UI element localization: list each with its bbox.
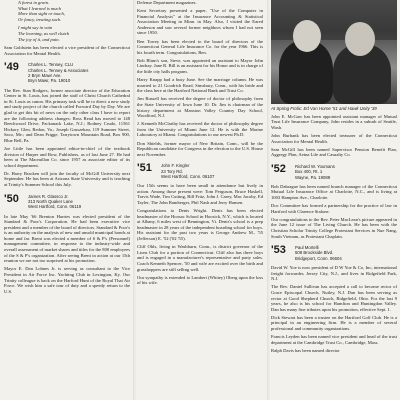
news-item: Sam McGill has been named Supervisor Pension Benefit Plan, Aggregy Plan, Aetna Life and Casualty Co. xyxy=(271,146,397,158)
photo-face xyxy=(345,22,375,56)
class-secretary-address xyxy=(28,194,81,210)
news-item: David W. Yoe is now president of D W Yoe & Co, Inc, international freight forwarder, Jersey City, N.J., and lives in Ridgefield Park, N.J. xyxy=(271,265,397,282)
news-item: John Burbank has been elected treasurer of the Connecticut Association for Mental Health. xyxy=(271,133,397,144)
news-item: Sam Goldstein has been elected a vice president of the Connecticut Association for Mental Health. xyxy=(4,45,130,56)
news-item: Kent Secretary presented a paper, "Use of the Computer in Financial Analysis" at the Insurance Accounting & Statistical Association Meeting in Minn. in May. Also, I visited the Eared Anderson and saw several former neighbors whom I had not seen since 1950. xyxy=(137,8,263,36)
class-secretary-address xyxy=(28,62,88,83)
news-item: The Rev. Stan Rodgers, former associate director of the Education Center in St. Louis, has joined the staff of Christ Church Cathedral in St. Louis as canon. His primary task will be to direct a new study and study project of the church called Forward Day by Day. We are glad to get this bit of news on the only other class I have to report are the following address changes: Ross Read has moved to 148 Beechwood Drive, Packanack Lake, N.J.; Rodney Crudo, 11561 Hickory Glen, Redon, Va.; Joseph Gruszekau, 119 Summer Street, Saco, Me.; and Dean Prigge, Tarrytown Mountain Road, Box 900, Blue Bell, Pa. xyxy=(4,87,130,143)
news-item: Joe Little has been appointed editor-in-chief of the textbook division of Harper and Row, Publishers, as of last June 27. He had been at The Macmillan Co. since 1957 as associate editor of its school department. xyxy=(4,145,130,168)
poem-line: The joy of it, and pain. xyxy=(18,36,60,42)
news-item: Jim Russell has received the degree of doctor of philosophy from the State University of Iowa June 10. Dr. Jim is chairman of the history department at Mansion Valley Country Day School, Woodford, N.J. xyxy=(137,96,263,119)
address-line: West Hartford, Conn. 06107 xyxy=(161,173,215,179)
poem-line: I might say in vain xyxy=(18,25,53,31)
poem-line: A forest in grain. xyxy=(18,0,50,5)
address-line: Bryn Mawr, Pa. 19010 xyxy=(28,78,71,84)
news-item: Dr. Harry Bracken will join the faculty of McGill University next September. He has been at Arizona State University and is teaching at Trinity's Summer School this July. xyxy=(4,170,130,188)
spring-frolic-photo xyxy=(271,0,397,104)
news-item: Don Shields, former mayor of New Britain, Conn., will be the Republican candidate for Congress in the election to the U.S. House next November. xyxy=(137,140,263,157)
column-3 xyxy=(271,0,397,400)
address-line: James R. Glassco Jr. xyxy=(28,193,69,199)
news-item: Ben Torrey has been elected to the board of directors of the Connecticut General Life Insurance Co. for the year 1966. This is his fourth term. Congratulations, Ben. xyxy=(137,38,263,55)
address-line: John F. Kingler xyxy=(161,163,190,169)
photo-background xyxy=(271,0,397,40)
class-header-52 xyxy=(271,164,397,180)
address-line: Richard W. Youmans xyxy=(295,163,335,169)
address-line: Bridgeport, Conn. 06604 xyxy=(295,255,342,261)
address-line: Box 400, Rt. 1 xyxy=(295,169,323,175)
news-item: Dick Stewart has been a trustee on the Hartford Golf Club. He is a principal in an engineering firm. He is a member of several professional and community organizations. xyxy=(271,314,397,332)
news-item: Congratulations to Denis Wright. Denis has been elected headmaster of the Hoosac School in Hoosick, N.Y., which is located at Albany, 6 miles west of Bennington, Vt. Denis's school is a prep headmaster in 28 years of the independent boarding school for boys. His assistant for the past two years is George Andrew M., '55 (Jefferson) E. '52 ('02 '55). xyxy=(137,208,263,242)
news-item: Harry Knapp had a busy June. See the marriage column. He was married to 21 Goodrich Road, Simsbury, Conn., with his bride and the class here at the Hartford National Bank and Trust Co. xyxy=(137,77,263,94)
poem-line: What I learned is much xyxy=(18,5,61,11)
class-year: '51 xyxy=(137,162,152,175)
news-item: Francis Leyden has been named vice president and head of the trust department at the Cambridge Trust Co., Cambridge, Mass. xyxy=(271,334,397,345)
poem xyxy=(18,0,130,42)
address-line: Charles L. Tenney, CLU xyxy=(28,62,74,68)
address-line: Wayne, Pa. 19089 xyxy=(295,174,331,180)
address-line: West Hartford, Conn. 06119 xyxy=(28,204,82,210)
class-secretary-address xyxy=(295,245,342,261)
news-item: Ralph Davis has been named director xyxy=(271,347,340,353)
poem-line: More than sight or touch, xyxy=(18,11,65,17)
address-line: 313 North Quaker Lane xyxy=(28,198,73,204)
class-year: '49 xyxy=(4,61,19,74)
address-line: Paul Mortelli xyxy=(295,245,319,251)
news-item: Doc Committee has formed a partnership for the practice of law in Hartford with Clarence Stalone. xyxy=(271,203,397,214)
class-year: '53 xyxy=(271,244,286,257)
news-item: Defense Department magazines. xyxy=(137,0,197,5)
poem-line: Or fancy, treating such. xyxy=(18,16,62,22)
photo-caption: At Spring Frolic: Ed Van Horne '51 and Hawk Unity '39 xyxy=(271,106,377,111)
news-item: In late May '66 Brenton Harries was elected president of the Standard & Poor's Corporation. He had been executive vice president and a member of the board of directors. Standard & Poor's is an authority on the analysis of new and unsold municipal bonds at home and far. Brent was elected a member of S & P's (Personnel) management committee, in response to the industry-wide and overall assessment of market shares and titles for the 800 employees of the S & P's organization. After seeing Brent in action at our 15th reunion we are not too surprised at his promotion. xyxy=(4,213,130,264)
class-secretary-address xyxy=(161,163,214,179)
news-item: J. Kenneth McClarthy has received the doctor of philosophy degree from the University of Miami June 12. He is with the Marine Laboratory at Miami. Congratulations to our newest Ph.D. xyxy=(137,121,263,138)
address-line: 2 Bryn Mawr Ave. xyxy=(28,72,62,78)
photo-face xyxy=(293,20,321,52)
news-item: Our sympathy is extended to Lambert (Whitey) Oberg upon the loss of his wife. xyxy=(137,274,263,286)
class-secretary-address xyxy=(295,164,335,180)
class-header-50 xyxy=(4,194,130,210)
class-header-51 xyxy=(137,163,263,179)
news-item: The Rev. Daniel Sullivan has accepted a call to become rector of Grace Episcopal Church, Nutley, N.J. Dan has been serving as rector at Good Shepherd Church, Ridgefield, Ohio. For the last 9 years, he also is his school for Hamfton and Huntingdon Valley. Dan has many fine tributes upon his promotion, effective Sept. 1. xyxy=(271,284,397,312)
news-item: Bob Blum's son, Steve, was appointed an assistant to Mayor John Lindsay. Jane R. Bill is an assistant for his Honor and is in charge of the little city halls program. xyxy=(137,57,263,75)
class-header-49 xyxy=(4,62,130,83)
address-line: Charles L. Tenney & Associates xyxy=(28,67,89,73)
news-item: Cliff Ohls, living in Washburn, Conn., is district governor of the Lions Club for a portion of Connecticut. Cliff also has three boys and is engaged in a manufacturer's representative and party sales. Coach Kenneth Spencer, '50 and wife are excited over the birth and grasshoppers are still selling well. xyxy=(137,244,263,272)
poem-line: The learning, as well clutch xyxy=(18,30,70,36)
address-line: 23 Tory Rd. xyxy=(161,168,183,174)
column-2 xyxy=(137,0,263,400)
column-1 xyxy=(4,0,130,400)
class-header-53 xyxy=(271,245,397,261)
column-gutter xyxy=(267,0,270,400)
news-item: Mayor E. Dan Lohnes Jr. is serving as consultant to the Vice President in Air Force Inc. Yachting Club in Lexington, Ky. Our Trinity colleague is back on the Harford Hunt of the Royal Thai Air Force. We wish him a safe tour of duty and a speedy return to the U.S. xyxy=(4,266,130,294)
address-line: 508 Brookside Blvd. xyxy=(295,250,334,256)
news-item: Our congratulations to the Rev. Peter MacLean's picture appeared in the June 12 issue of The Living Church. He has been with the Christian Scholar Trinity College Protestant Services in Nue Nang, South Vietnam, as Protestant Chaplain. xyxy=(271,216,397,239)
column-gutter xyxy=(133,0,136,400)
class-year: '52 xyxy=(271,162,286,175)
news-item: Our 15th seems to have been small in attendance but lively in action. Among those present were: Tom Ferguson, Bruce Haskell, Travis Wade, Tim Cutting, Bill Fritz, John J. Carey, Mac Jacoby, Ed Tayler, The John Bamberger, Phil Nash and Jerry Hansen. xyxy=(137,183,263,206)
news-item: John E. McGaw has been appointed assistant manager of Mutual Trust Life Insurance Company, John resides in a suburb of Seattle, Wash. xyxy=(271,113,397,130)
class-year: '50 xyxy=(4,192,19,205)
news-item: Bob Dabrague has been named branch manager of the Connecticut Mutual Life Insurance Office at Charlotte, N.C., and is living at 1003 Hampton Ave., Charlotte. xyxy=(271,183,397,201)
